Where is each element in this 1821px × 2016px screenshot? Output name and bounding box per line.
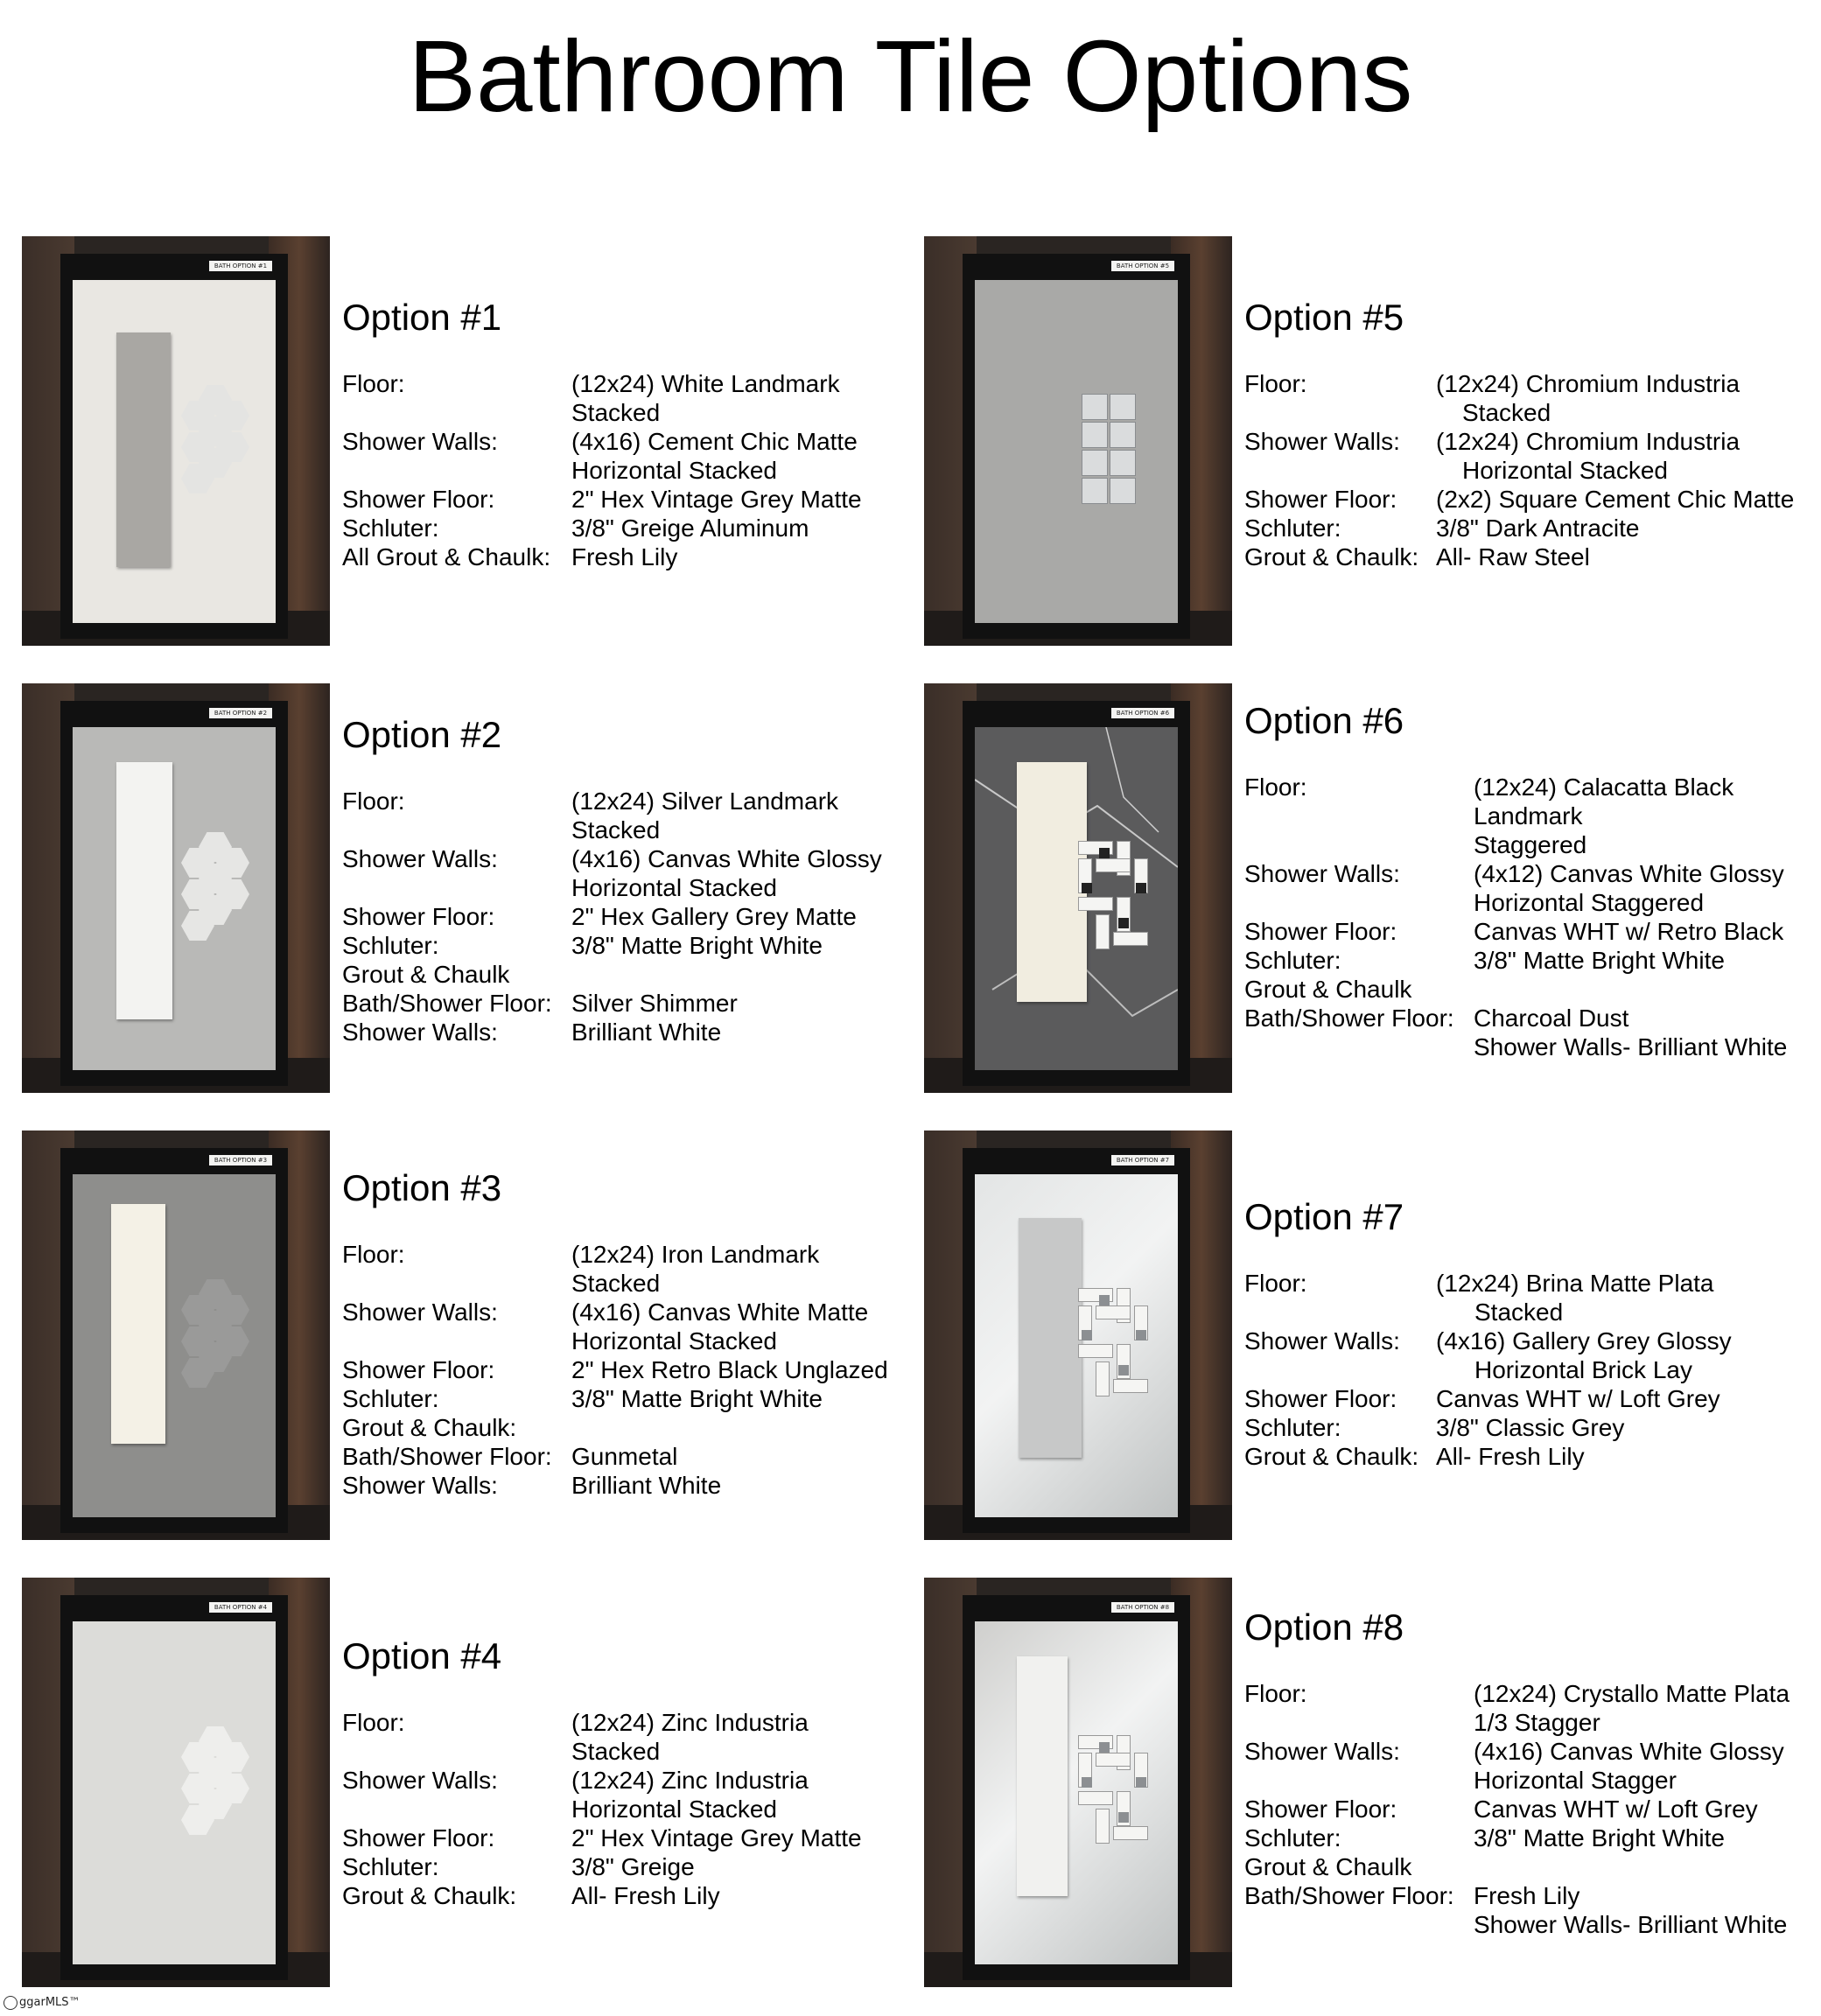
display-board [963,701,1190,1086]
spec-value: (12x24) Calacatta Black [1474,774,1734,801]
spec-value: All- Fresh Lily [571,1882,720,1909]
spec-value: Stacked [1462,399,1551,426]
spec-value: 3/8" Greige Aluminum [571,514,809,542]
floor-tile-sample [975,1621,1178,1964]
spec-label: Schluter: [1244,514,1341,542]
spec-row [342,989,738,1018]
spec-value: Brilliant White [571,1018,722,1046]
option-spec [1244,1606,1790,1939]
spec-label: Floor: [342,1241,405,1268]
basketweave-dot [1099,848,1110,858]
display-board [60,254,288,639]
spec-label: Grout & Chaulk: [1244,1443,1419,1470]
spec-value: (2x2) Square Cement Chic Matte [1436,486,1795,513]
spec-row [342,1240,820,1298]
spec-value: (4x16) Canvas White Glossy [1474,1738,1784,1765]
basketweave-tile [1096,1306,1131,1320]
board-label-tag: BATH OPTION #6 [1111,708,1174,718]
spec-label: Shower Floor: [1244,486,1397,513]
tile-board-photo [924,1578,1232,1987]
option-title: Option #2 [342,714,502,755]
spec-row [342,1355,888,1384]
spec-value: (4x16) Cement Chic Matte [571,428,858,455]
spec-value: 3/8" Matte Bright White [571,1385,823,1412]
spec-row [342,369,840,427]
spec-value: 2" Hex Retro Black Unglazed [571,1356,888,1383]
spec-label: Floor: [1244,370,1307,397]
wall-tile-sample [116,332,171,567]
spec-value: Brilliant White [571,1472,722,1499]
spec-row [342,542,678,571]
spec-value: (4x12) Canvas White Glossy [1474,860,1784,887]
spec-value: Canvas WHT w/ Loft Grey [1436,1385,1720,1412]
spec-label: Grout & Chaulk [342,961,510,988]
spec-value: (12x24) Silver Landmark [571,788,839,815]
spec-row [1244,917,1784,946]
option-spec [342,296,862,571]
spec-label: Shower Floor: [1244,918,1397,945]
spec-row [1244,1384,1720,1413]
spec-value: 2" Hex Vintage Grey Matte [571,1824,862,1852]
mls-watermark [4,1995,81,2011]
spec-value: Horizontal Stacked [571,1327,778,1354]
option-title: Option #5 [1244,297,1404,338]
spec-label: Shower Walls: [342,1767,498,1794]
spec-row [342,1384,823,1413]
mls-logo-icon [4,1996,18,2010]
board-label-tag: BATH OPTION #1 [209,261,272,271]
basketweave-tile [1096,1753,1131,1767]
spec-label: Shower Floor: [1244,1796,1397,1823]
spec-row [1244,1881,1788,1939]
spec-label: Shower Floor: [1244,1385,1397,1412]
floor-tile-sample [975,1174,1178,1517]
basketweave-tile [1113,932,1148,946]
spec-value: Horizontal Stacked [571,1796,778,1823]
spec-value: Horizontal Stacked [571,874,778,901]
spec-row [1244,859,1784,917]
spec-label: Shower Floor: [342,1824,495,1852]
option-spec [342,1634,862,1910]
spec-row [342,902,857,931]
spec-value: Landmark [1474,802,1583,830]
basketweave-dot [1082,1777,1092,1788]
spec-row [342,1824,862,1852]
spec-label: Shower Walls: [342,1298,498,1326]
spec-value: Fresh Lily [571,543,678,570]
display-board [60,701,288,1086]
floor-tile-sample [73,1621,276,1964]
display-board [963,1595,1190,1980]
spec-row [342,1766,809,1824]
spec-value: Gunmetal [571,1443,678,1470]
spec-row [1244,542,1590,571]
spec-row [342,1852,695,1881]
floor-tile-sample [975,727,1178,1070]
spec-value: Horizontal Stacked [571,457,778,484]
spec-row [342,1018,722,1046]
spec-label: Shower Walls: [1244,860,1400,887]
option-title: Option #7 [1244,1196,1404,1237]
spec-row [342,427,858,485]
spec-label: Floor: [1244,1680,1307,1707]
basketweave-dot [1099,1295,1110,1306]
spec-value: Horizontal Stacked [1462,457,1669,484]
spec-row [342,485,862,514]
spec-label: Shower Floor: [342,1356,495,1383]
spec-value: 3/8" Matte Bright White [571,932,823,959]
spec-label: Shower Walls: [1244,428,1400,455]
spec-row [1244,427,1740,485]
spec-label: Bath/Shower Floor: [342,990,552,1017]
spec-row [1244,1795,1758,1824]
basketweave-dot [1136,1777,1146,1788]
spec-label: Bath/Shower Floor: [1244,1004,1454,1032]
spec-label: Floor: [342,788,405,815]
basketweave-tile [1078,897,1113,911]
spec-label: Shower Walls: [342,428,498,455]
display-board [60,1148,288,1533]
spec-value: Stacked [571,1270,661,1297]
spec-value: (12x24) Crystallo Matte Plata [1474,1680,1790,1707]
spec-value: (12x24) Zinc Industria [571,1709,809,1736]
spec-label: Grout & Chaulk [1244,1853,1412,1880]
spec-label: Shower Walls: [342,845,498,872]
option-spec [342,1166,888,1500]
spec-row [1244,485,1795,514]
spec-label: Grout & Chaulk: [1244,543,1419,570]
spec-row [1244,773,1734,859]
spec-row [1244,1737,1784,1795]
spec-label: All Grout & Chaulk: [342,543,551,570]
tile-board-photo [22,236,330,646]
spec-value: Shower Walls- Brilliant White [1474,1033,1788,1060]
spec-label: Shower Walls: [1244,1738,1400,1765]
tile-board-photo [924,683,1232,1093]
basketweave-dot [1118,918,1129,928]
spec-label: Bath/Shower Floor: [342,1443,552,1470]
spec-value: 3/8" Dark Antracite [1436,514,1640,542]
spec-value: 3/8" Greige [571,1853,695,1880]
spec-value: 1/3 Stagger [1474,1709,1600,1736]
spec-value: Horizontal Brick Lay [1474,1356,1692,1383]
spec-row [1244,1326,1732,1384]
spec-row [1244,1679,1790,1737]
square-tile [1082,478,1108,504]
page-title: Bathroom Tile Options [408,19,1413,133]
spec-value: 2" Hex Vintage Grey Matte [571,486,862,513]
wall-tile-sample [1017,762,1087,1002]
spec-label: Grout & Chaulk: [342,1882,517,1909]
spec-value: Shower Walls- Brilliant White [1474,1911,1788,1938]
square-tile [1110,394,1136,420]
basketweave-dot [1136,1330,1146,1340]
basketweave-tile [1096,914,1110,949]
spec-value: Staggered [1474,831,1587,858]
square-tile [1110,478,1136,504]
basketweave-tile [1096,1809,1110,1844]
option-title: Option #8 [1244,1606,1404,1648]
basketweave-tile [1078,1344,1113,1358]
option-spec [342,713,882,1046]
spec-value: Charcoal Dust [1474,1004,1629,1032]
spec-value: 3/8" Matte Bright White [1474,947,1725,974]
watermark-text: ggarMLS™ [19,1996,81,2009]
wall-tile-sample [1019,1218,1082,1458]
basketweave-dot [1118,1365,1129,1376]
spec-label: Schluter: [1244,1414,1341,1441]
basketweave-dot [1136,883,1146,893]
spec-label: Schluter: [1244,1824,1341,1852]
floor-tile-sample [73,727,276,1070]
spec-value: 2" Hex Gallery Grey Matte [571,903,857,930]
spec-row [1244,975,1454,1004]
spec-row [342,1442,678,1471]
spec-value: Silver Shimmer [571,990,738,1017]
spec-value: (12x24) Iron Landmark [571,1241,820,1268]
spec-value: 3/8" Classic Grey [1436,1414,1625,1441]
spec-row [1244,1442,1585,1471]
spec-value: Stacked [571,1738,661,1765]
spec-row [342,1708,809,1766]
spec-label: Schluter: [342,1853,439,1880]
basketweave-tile [1078,1791,1113,1805]
spec-value: All- Raw Steel [1436,543,1590,570]
spec-label: Grout & Chaulk: [342,1414,517,1441]
spec-label: Grout & Chaulk [1244,976,1412,1003]
tile-board-photo [924,1130,1232,1540]
spec-row [342,1413,552,1442]
spec-value: (4x16) Canvas White Glossy [571,845,882,872]
spec-label: Floor: [342,370,405,397]
spec-value: Fresh Lily [1474,1882,1580,1909]
tile-board-photo [22,1130,330,1540]
spec-value: Horizontal Stagger [1474,1767,1677,1794]
spec-row [1244,1852,1454,1881]
wall-tile-sample [111,1204,165,1444]
spec-row [342,1881,720,1910]
wall-tile-sample [1017,1656,1068,1896]
spec-label: Schluter: [342,932,439,959]
tile-board-photo [22,1578,330,1987]
spec-label: Shower Walls: [1244,1327,1400,1354]
basketweave-tile [1113,1379,1148,1393]
board-label-tag: BATH OPTION #5 [1111,261,1174,271]
board-label-tag: BATH OPTION #8 [1111,1602,1174,1613]
display-board [963,1148,1190,1533]
spec-value: (12x24) Brina Matte Plata [1436,1270,1714,1297]
basketweave-dot [1118,1812,1129,1823]
option-title: Option #1 [342,297,502,338]
spec-label: Shower Walls: [342,1472,498,1499]
spec-label: Floor: [1244,774,1307,801]
square-tile [1110,450,1136,476]
option-spec [1244,1195,1732,1471]
tile-board-photo [924,236,1232,646]
spec-row [1244,946,1725,975]
spec-value: Stacked [1474,1298,1564,1326]
basketweave-dot [1099,1742,1110,1753]
spec-value: 3/8" Matte Bright White [1474,1824,1725,1852]
option-title: Option #3 [342,1167,502,1208]
spec-value: Canvas WHT w/ Loft Grey [1474,1796,1758,1823]
board-label-tag: BATH OPTION #2 [209,708,272,718]
spec-value: (4x16) Gallery Grey Glossy [1436,1327,1732,1354]
spec-row [1244,1004,1788,1061]
square-tile [1082,422,1108,448]
spec-value: Horizontal Staggered [1474,889,1705,916]
option-title: Option #4 [342,1635,502,1676]
spec-label: Bath/Shower Floor: [1244,1882,1454,1909]
spec-label: Shower Floor: [342,486,495,513]
square-tile [1082,394,1108,420]
floor-tile-sample [73,1174,276,1517]
spec-label: Floor: [342,1709,405,1736]
spec-label: Schluter: [342,514,439,542]
spec-value: (12x24) Zinc Industria [571,1767,809,1794]
spec-row [342,844,882,902]
spec-row [342,931,823,960]
spec-row [1244,1413,1625,1442]
display-board [963,254,1190,639]
spec-row [342,787,839,844]
spec-value: (12x24) Chromium Industria [1436,428,1740,455]
board-label-tag: BATH OPTION #4 [209,1602,272,1613]
spec-value: All- Fresh Lily [1436,1443,1585,1470]
option-title: Option #6 [1244,700,1404,741]
spec-value: (12x24) Chromium Industria [1436,370,1740,397]
board-label-tag: BATH OPTION #3 [209,1155,272,1166]
spec-value: (4x16) Canvas White Matte [571,1298,869,1326]
spec-row [342,960,552,989]
wall-tile-sample [116,762,172,1019]
spec-row [1244,369,1740,427]
spec-row [342,1298,869,1355]
spec-label: Schluter: [1244,947,1341,974]
basketweave-tile [1096,1362,1110,1396]
basketweave-dot [1082,883,1092,893]
basketweave-tile [1096,858,1131,872]
basketweave-dot [1082,1330,1092,1340]
spec-row [342,1471,722,1500]
basketweave-tile [1113,1826,1148,1840]
spec-value: Stacked [571,399,661,426]
floor-tile-sample [73,280,276,623]
spec-row [1244,1269,1714,1326]
square-tile [1110,422,1136,448]
spec-row [342,514,809,542]
spec-value: (12x24) White Landmark [571,370,840,397]
spec-label: Shower Walls: [342,1018,498,1046]
spec-label: Shower Floor: [342,903,495,930]
spec-row [1244,1824,1725,1852]
square-tile [1082,450,1108,476]
spec-label: Floor: [1244,1270,1307,1297]
spec-value: Stacked [571,816,661,844]
tile-board-photo [22,683,330,1093]
board-label-tag: BATH OPTION #7 [1111,1155,1174,1166]
spec-row [1244,514,1640,542]
display-board [60,1595,288,1980]
spec-label: Schluter: [342,1385,439,1412]
spec-value: Canvas WHT w/ Retro Black [1474,918,1784,945]
floor-tile-sample [975,280,1178,623]
option-spec [1244,296,1795,571]
option-spec [1244,699,1788,1061]
